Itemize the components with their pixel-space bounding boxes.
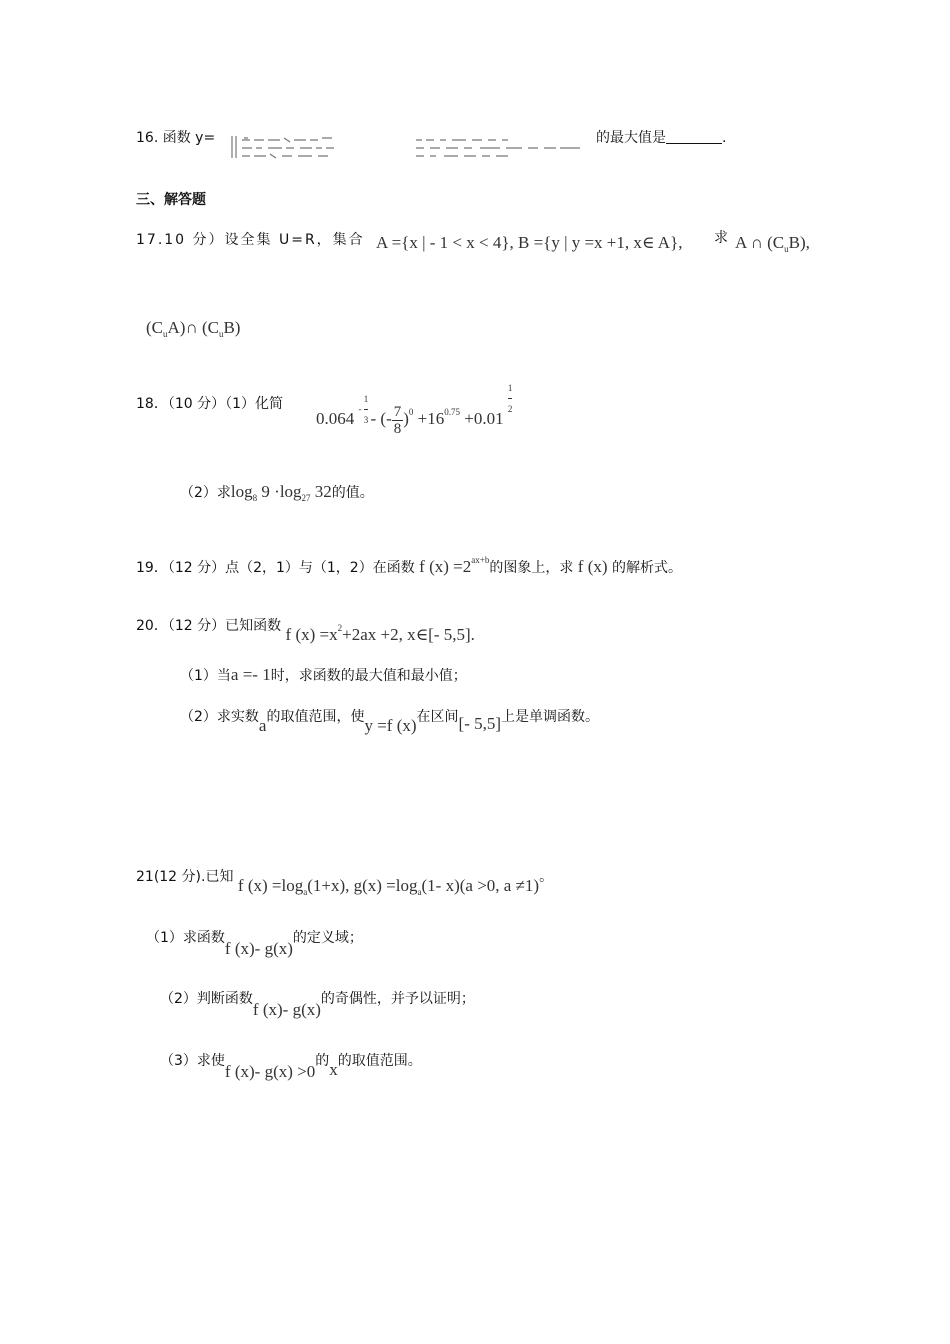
q21-f-def: f (x) =log: [237, 876, 304, 895]
q21-p3-label: （3）求使: [160, 1053, 225, 1069]
q21-g-arg: (1- x)(a >0, a ≠1): [421, 876, 540, 895]
question-16: [136, 128, 215, 148]
q17-expr2-mid: A)∩ (C: [167, 318, 219, 337]
q18-term1-exp-sign: -: [358, 404, 362, 414]
q21-p2-label: （2）判断函数: [160, 991, 253, 1007]
q20-p1-text: 时，求函数的最大值和最小值；: [270, 668, 467, 684]
q16-end: .: [722, 130, 727, 146]
q17-expression-2: [146, 318, 240, 344]
q18-term4-base: +0.01: [464, 409, 504, 428]
q17-label: 17.10 分）设全集 U=R，集合: [136, 232, 365, 248]
q18-term3-base: +16: [417, 409, 445, 428]
q17-expr1-head: A ∩ (C: [735, 233, 785, 252]
q19-function: [419, 557, 489, 576]
q20-p2-middle-2: 在区间: [416, 709, 459, 725]
q17-expr2-head: (C: [146, 318, 163, 337]
q19-middle: 的图象上，求: [489, 560, 574, 576]
q21-label: 21(12 分).已知: [136, 869, 234, 885]
q21-definition: [238, 876, 539, 895]
q17-ask: 求: [714, 230, 728, 246]
q18-term2-den: 8: [393, 420, 402, 437]
q18-label: 18．（10 分）（1）化简: [136, 396, 283, 412]
q21-g-base: a: [417, 887, 422, 897]
q16-ending: [596, 128, 726, 148]
q21-p2-end: 的奇偶性，并予以证明；: [320, 991, 475, 1007]
q18-term2-open: - (-: [370, 409, 392, 428]
q20-p2-end: 上是单调函数。: [501, 709, 600, 725]
q18-log-b-arg: 32: [314, 482, 332, 501]
q18-term2-fraction: [392, 404, 404, 437]
q19-end: 的解析式。: [611, 560, 682, 576]
q17-expr1-sub: u: [784, 244, 789, 254]
q20-part1: [180, 665, 467, 686]
q21-p2-expression: f (x)- g(x): [252, 1000, 321, 1019]
q20-func-rest: +2ax +2, x∈[- 5,5].: [342, 625, 475, 644]
q21-p3-end: 的取值范围。: [337, 1053, 422, 1069]
q21-end: 。: [539, 869, 554, 885]
q18-expression: [316, 383, 513, 437]
q18-term4-exp-num: 1: [508, 378, 513, 399]
q21-p3-variable: x: [329, 1060, 338, 1079]
q16-suffix: 的最大值是: [596, 130, 666, 146]
q18-part2: [180, 482, 374, 508]
q18-term1-exponent: [358, 394, 371, 426]
q21-part1: [146, 927, 363, 958]
q20-func-square: 2: [337, 623, 343, 633]
q18-term2-num: 7: [393, 403, 402, 420]
q21-f-arg: (1+x), g(x) =log: [307, 876, 418, 895]
q20-p2-variable: a: [258, 716, 267, 735]
q18-part2-logs: [231, 482, 332, 501]
q17-expr2-end: B): [223, 318, 241, 337]
q18-term4-exp-den: 2: [507, 404, 513, 414]
q16-garbled-formula-left: [228, 132, 348, 162]
q16-garbled-formula-right: [410, 134, 590, 160]
q18-term1-base: 0.064: [316, 409, 355, 428]
q16-number: 16.: [136, 130, 159, 146]
q18-part2-label: （2）求: [180, 485, 231, 501]
q18-log-a-arg: 9 ·log: [261, 482, 302, 501]
q21-p3-expression: f (x)- g(x) >0: [224, 1062, 316, 1081]
q17-expr2-sub-a: u: [163, 329, 168, 339]
q18-term2-exponent: 0: [408, 407, 414, 417]
q18-term3-exponent: 0.75: [444, 407, 460, 417]
q17-expr2-sub-b: u: [218, 329, 224, 339]
q21-p3-middle: 的: [315, 1053, 330, 1069]
q19-label: 19．（12 分）点（2，1）与（1，2）在函数: [136, 560, 415, 576]
q21-p1-expression: f (x)- g(x): [224, 939, 293, 958]
q20-p1-condition: a =- 1: [230, 665, 271, 684]
q18-part2-end: 的值。: [331, 485, 374, 501]
q21-p1-end: 的定义域；: [292, 930, 363, 946]
q21-part2: [160, 988, 475, 1019]
q18-log-a: log: [230, 482, 253, 501]
q20-part2: [180, 706, 600, 735]
q21-p1-label: （1）求函数: [146, 930, 225, 946]
q17-expr1-comma: ,: [805, 233, 810, 252]
q21-f-base: a: [303, 887, 308, 897]
question-20: [136, 608, 475, 644]
q18-log-a-base: 8: [252, 493, 258, 503]
q20-p2-function: y =f (x): [364, 716, 417, 735]
q20-p2-interval: [- 5,5]: [458, 714, 502, 733]
q17-expr1-end: B): [788, 233, 806, 252]
q19-function-2: f (x): [577, 557, 608, 576]
q17-expression-1: [735, 233, 810, 259]
question-19: [136, 550, 682, 578]
q16-prefix: 函数 y=: [162, 130, 216, 146]
q16-answer-blank: [666, 129, 722, 144]
q18-term2-close: ): [403, 409, 409, 428]
q18-term4-exponent: [508, 378, 513, 419]
section-3-title: 三、解答题: [136, 192, 206, 208]
q20-func-head: f (x) =x: [285, 625, 338, 644]
q20-label: 20．（12 分）已知函数: [136, 618, 282, 634]
question-21: [136, 866, 554, 897]
q21-part3: [160, 1050, 422, 1081]
q20-function: [286, 625, 475, 644]
q20-p1-label: （1）当: [180, 668, 231, 684]
q19-func-base: f (x) =2: [419, 557, 472, 576]
q18-term1-exp-num: 1: [364, 389, 369, 410]
q19-func-exponent: ax+b: [471, 555, 490, 565]
q20-p2-label: （2）求实数: [180, 709, 259, 725]
q20-p2-middle: 的取值范围，使: [266, 709, 365, 725]
q18-log-b-base: 27: [301, 493, 311, 503]
q17-set-definition: A ={x | - 1 < x < 4}, B ={y | y =x +1, x∈ A},: [376, 233, 683, 252]
q18-term1-exp-den: 3: [363, 415, 369, 426]
